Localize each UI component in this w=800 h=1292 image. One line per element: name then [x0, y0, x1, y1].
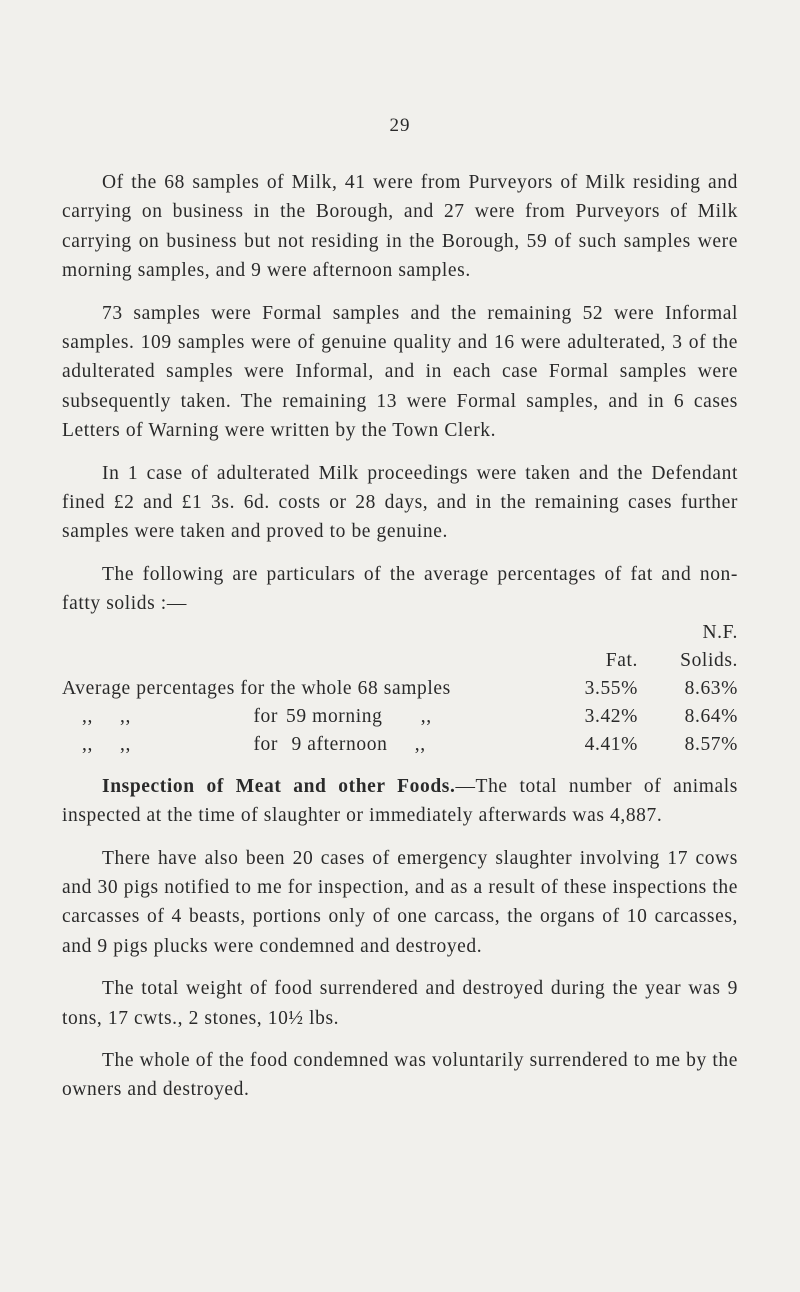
paragraph-proceedings: In 1 case of adulterated Milk proceedings were taken and the Defendant fined £2 and £1 3s. 6d. costs or 28 days, and in the remaining cases further samples were taken and proved to be genuine.	[62, 462, 738, 543]
section-heading: Inspection of Meat and other Foods.	[102, 775, 456, 797]
table-row	[62, 703, 738, 731]
row-solids: 8.63%	[684, 677, 738, 699]
table-header-row-2	[62, 647, 738, 675]
table-header-row-1	[62, 619, 738, 647]
ditto-mark: ,,	[120, 733, 131, 755]
ditto-mark: ,,	[82, 705, 93, 727]
page-number: 29	[389, 115, 411, 136]
row-solids: 8.57%	[684, 733, 738, 755]
ditto-mark: ,,	[82, 733, 93, 755]
row-desc: 9 afternoon ,,	[286, 733, 426, 755]
paragraph-total-weight: The total weight of food surrendered and destroyed during the year was 9 tons, 17 cwts., 2 stones, 10½ lbs.	[62, 978, 738, 1029]
paragraph-voluntary-surrender: The whole of the food condemned was voluntarily surrendered to me by the owners and destroyed.	[62, 1049, 738, 1101]
row-solids: 8.64%	[684, 705, 738, 727]
paragraph-percentages-intro: The following are particulars of the average percentages of fat and non-fatty solids :—	[62, 563, 738, 615]
row-label: Average percentages for the whole 68 samples	[62, 677, 451, 699]
row-desc: 59 morning ,,	[286, 705, 432, 727]
body-text	[62, 168, 738, 1118]
paragraph-formal-samples: 73 samples were Formal samples and the remaining 52 were Informal samples. 109 samples were of genuine quality and 16 were adulterated, 3 of the adulterated samples were Informal, and in each case Formal samples were subsequently taken. The remaining 13 were Formal samples, and in 6 cases Letters of Warning were written by the Town Clerk.	[62, 302, 738, 442]
header-nf: N.F.	[702, 621, 738, 643]
inspection-text: —The total number of animals inspected at the time of slaughter or immediately afterwards was 4,887.	[62, 775, 738, 827]
paragraph-milk-samples: Of the 68 samples of Milk, 41 were from Purveyors of Milk residing and carrying on business in the Borough, and 27 were from Purveyors of Milk carrying on business but not residing in the Borough, 59 of such samples were morning samples, and 9 were afternoon samples.	[62, 172, 738, 282]
row-for: for	[253, 705, 278, 727]
table-row	[62, 731, 738, 759]
row-fat: 3.42%	[584, 705, 638, 727]
percentages-table	[62, 619, 738, 759]
paragraph-emergency-slaughter: There have also been 20 cases of emergency slaughter involving 17 cows and 30 pigs notified to me for inspection, and as a result of these inspections the carcasses of 4 beasts, portions only of one carcass, the organs of 10 carcasses, and 9 pigs plucks were condemned and destroyed.	[62, 847, 738, 957]
row-fat: 4.41%	[584, 733, 638, 755]
table-row	[62, 675, 738, 703]
row-for: for	[253, 733, 278, 755]
ditto-mark: ,,	[120, 705, 131, 727]
header-solids: Solids.	[680, 649, 738, 671]
paragraph-inspection	[62, 772, 738, 831]
header-fat: Fat.	[605, 649, 638, 671]
row-fat: 3.55%	[584, 677, 638, 699]
